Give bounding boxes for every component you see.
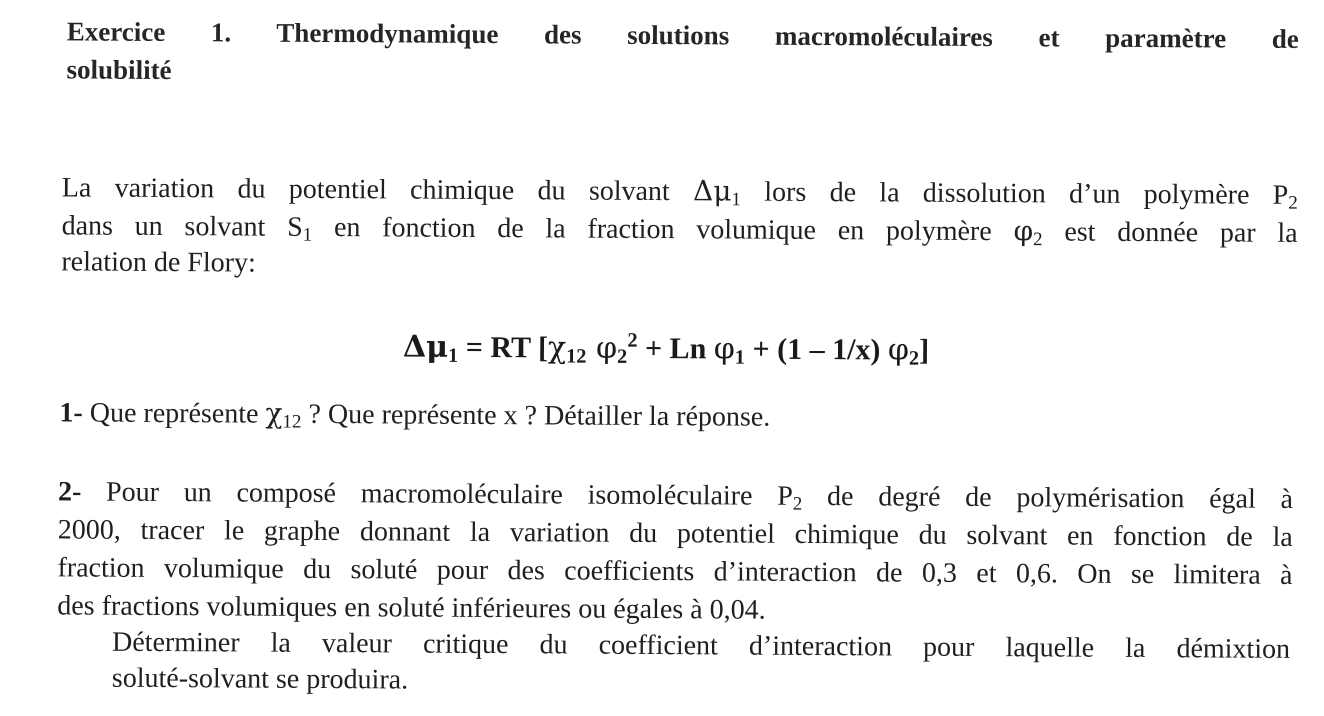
chi-symbol: χ xyxy=(265,396,283,430)
question-text: 2000, tracer le graphe donnant la variation du potentiel chimique du solvant en fonction de la xyxy=(57,514,1293,553)
phi-symbol: φ xyxy=(586,330,618,366)
question-text: Pour un composé macromoléculaire isomoléculaire P xyxy=(81,476,793,512)
phi-symbol: φ xyxy=(887,332,910,368)
superscript: 2 xyxy=(627,329,638,352)
intro-text: relation de Flory: xyxy=(61,246,256,279)
question-text: ? Que représente x ? Détailler la réponse. xyxy=(301,398,771,433)
subscript: 2 xyxy=(1032,229,1043,251)
intro-text: est donnée par la xyxy=(1042,216,1298,249)
subscript: 1 xyxy=(731,189,742,211)
subscript: 1 xyxy=(734,346,746,369)
question-2-line-4 xyxy=(57,592,766,624)
question-1 xyxy=(59,398,770,431)
question-text: de degré de polymérisation égal à xyxy=(802,480,1294,515)
chi-symbol: χ xyxy=(547,330,567,366)
delta-mu-symbol: Δμ xyxy=(402,329,449,365)
formula-text: = RT [ xyxy=(458,330,549,365)
question-text: soluté-solvant se produira. xyxy=(111,662,409,696)
question-2-line-5 xyxy=(111,626,1291,665)
exercise-title-line-2-text: solubilité xyxy=(66,54,172,86)
question-2-line-1 xyxy=(58,478,1293,514)
subscript: 2 xyxy=(908,347,920,370)
intro-text: lors de la dissolution d’un polymère P xyxy=(740,176,1289,211)
formula-text: ] xyxy=(919,333,930,367)
phi-symbol: φ xyxy=(1013,214,1034,248)
subscript: 2 xyxy=(616,345,628,368)
flory-formula xyxy=(402,329,930,370)
phi-symbol: φ xyxy=(713,331,735,367)
intro-line-1 xyxy=(61,172,1298,214)
exercise-title-line-2 xyxy=(66,56,171,84)
intro-line-2 xyxy=(61,210,1298,251)
question-text: fraction volumique du soluté pour des coefficients d’interaction de 0,3 et 0,6. On se limitera à xyxy=(57,552,1293,591)
question-text: Déterminer la valeur critique du coefficient d’interaction pour laquelle la démixtion xyxy=(111,626,1291,665)
question-number: 1- xyxy=(59,397,83,429)
question-2-line-2 xyxy=(58,516,1293,552)
question-2-line-3 xyxy=(57,554,1292,590)
subscript: 1 xyxy=(302,224,313,246)
subscript: 12 xyxy=(282,411,302,433)
exercise-title-line-1-wrap xyxy=(67,18,1299,53)
question-text: Que représente xyxy=(82,397,266,430)
intro-line-3 xyxy=(61,248,256,277)
subscript: 2 xyxy=(792,493,803,515)
intro-text: La variation du potentiel chimique du solvant xyxy=(61,172,694,208)
subscript: 1 xyxy=(448,344,459,367)
question-2-line-6 xyxy=(111,662,409,696)
delta-mu-symbol: Δμ xyxy=(692,174,732,208)
formula-text: + (1 – 1/x) xyxy=(744,332,889,367)
intro-text: dans un solvant S xyxy=(61,210,303,243)
exercise-title-line-1-text: Exercice 1. Thermodynamique des solutions macromoléculaires et paramètre de xyxy=(66,16,1299,54)
subscript: 2 xyxy=(1288,192,1298,214)
question-text: des fractions volumiques en soluté inférieures ou égales à 0,04. xyxy=(57,590,766,626)
formula-text: + Ln xyxy=(637,331,714,366)
subscript: 12 xyxy=(566,345,587,368)
intro-text: en fonction de la fraction volumique en polymère xyxy=(312,211,1014,248)
question-number: 2- xyxy=(57,476,82,508)
